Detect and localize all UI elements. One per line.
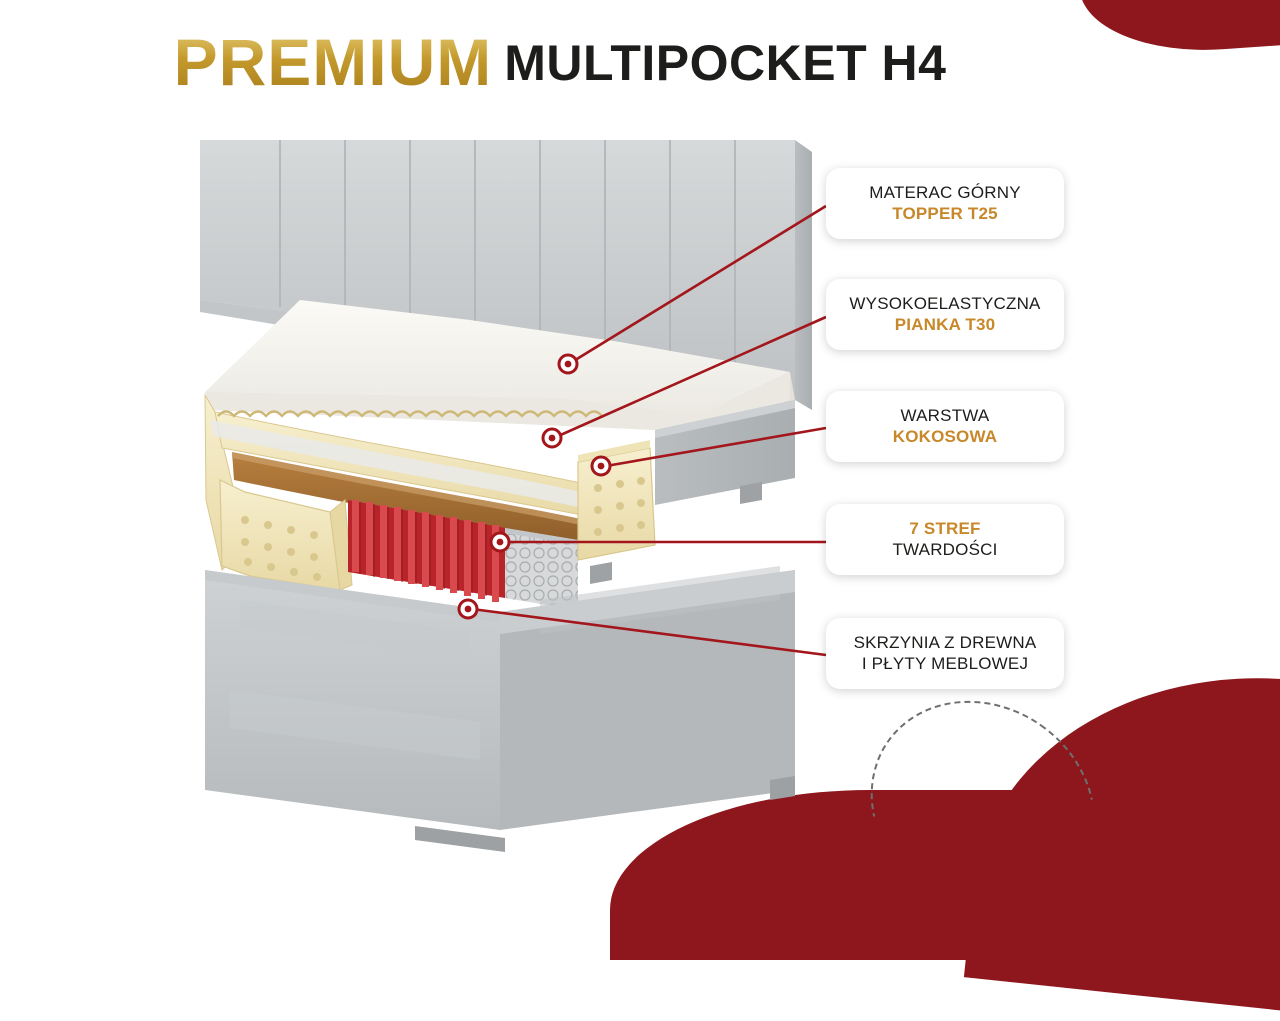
title-primary: PREMIUM xyxy=(173,25,493,99)
callout-coir-line2: KOKOSOWA xyxy=(892,427,998,447)
callout-box xyxy=(826,618,1064,689)
callout-box-line2: I PŁYTY MEBLOWEJ xyxy=(861,654,1029,674)
callout-topper-line1: MATERAC GÓRNY xyxy=(869,183,1021,202)
title-secondary: MULTIPOCKET H4 xyxy=(504,35,947,91)
callout-zones-line1: 7 STREF xyxy=(909,519,981,538)
callout-zones xyxy=(826,504,1064,575)
callout-topper xyxy=(826,168,1064,239)
callout-foam xyxy=(826,279,1064,350)
callout-coir xyxy=(826,391,1064,462)
callout-coir-line1: WARSTWA xyxy=(900,406,990,425)
callout-box-line1: SKRZYNIA Z DREWNA xyxy=(853,633,1037,652)
callout-zones-line2: TWARDOŚCI xyxy=(892,540,998,560)
callout-topper-line2: TOPPER T25 xyxy=(892,204,998,224)
callout-foam-line1: WYSOKOELASTYCZNA xyxy=(849,294,1041,313)
bed-base-box xyxy=(205,566,795,830)
callout-foam-line2: PIANKA T30 xyxy=(894,315,996,335)
